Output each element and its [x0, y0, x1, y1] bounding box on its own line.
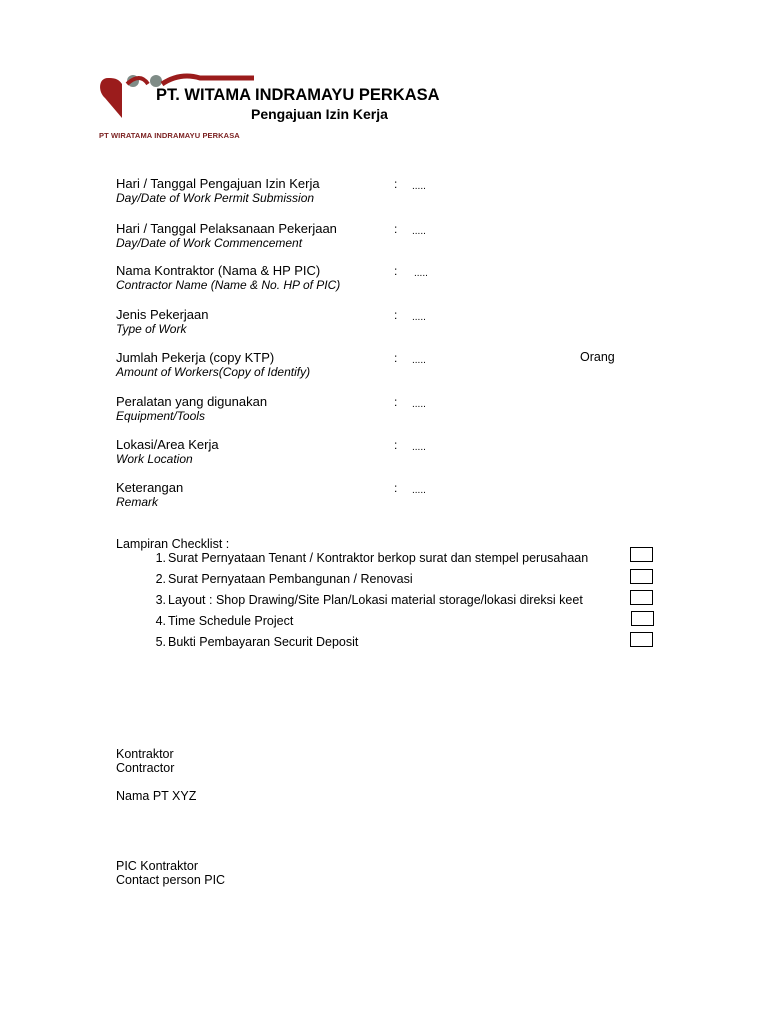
- pic-label: PIC Kontraktor: [116, 859, 198, 873]
- contractor-label: Kontraktor: [116, 747, 174, 761]
- field-value-placeholder: .....: [412, 226, 426, 237]
- field-value-placeholder: .....: [414, 268, 428, 279]
- field-label: Nama Kontraktor (Nama & HP PIC): [116, 263, 321, 278]
- field-separator: :: [394, 438, 398, 452]
- checklist-item-number: 1.: [155, 551, 166, 565]
- checklist-checkbox[interactable]: [631, 611, 654, 626]
- field-label: Hari / Tanggal Pengajuan Izin Kerja: [116, 176, 320, 191]
- field-value-placeholder: .....: [412, 181, 426, 192]
- field-value-placeholder: .....: [412, 312, 426, 323]
- checklist-checkbox[interactable]: [630, 632, 653, 647]
- field-sublabel: Amount of Workers(Copy of Identify): [116, 365, 311, 379]
- checklist-checkbox[interactable]: [630, 547, 653, 562]
- checklist-title: Lampiran Checklist :: [116, 537, 230, 551]
- checklist-item-text: Surat Pernyataan Tenant / Kontraktor berkop surat dan stempel perusahaan: [168, 551, 589, 565]
- field-separator: :: [394, 395, 398, 409]
- company-placeholder: Nama PT XYZ: [116, 789, 197, 803]
- contractor-sublabel: Contractor: [116, 761, 175, 775]
- workers-unit: Orang: [580, 350, 615, 364]
- field-sublabel: Work Location: [116, 452, 193, 466]
- checklist-item-number: 3.: [155, 593, 166, 607]
- form-title: Pengajuan Izin Kerja: [251, 106, 388, 122]
- field-label: Keterangan: [116, 480, 184, 495]
- field-value-placeholder: .....: [412, 485, 426, 496]
- field-value-placeholder: .....: [412, 442, 426, 453]
- field-separator: :: [394, 351, 398, 365]
- company-name: PT. WITAMA INDRAMAYU PERKASA: [156, 86, 440, 104]
- field-separator: :: [394, 308, 398, 322]
- checklist-item-text: Layout : Shop Drawing/Site Plan/Lokasi material storage/lokasi direksi keet: [168, 593, 583, 607]
- checklist-item-text: Bukti Pembayaran Securit Deposit: [168, 635, 359, 649]
- field-sublabel: Remark: [116, 495, 159, 509]
- checklist-item-text: Time Schedule Project: [168, 614, 294, 628]
- field-separator: :: [394, 264, 398, 278]
- field-sublabel: Day/Date of Work Commencement: [116, 236, 303, 250]
- pic-sublabel: Contact person PIC: [116, 873, 226, 887]
- field-label: Jumlah Pekerja (copy KTP): [116, 350, 275, 365]
- checklist-checkbox[interactable]: [630, 590, 653, 605]
- field-sublabel: Type of Work: [116, 322, 187, 336]
- field-label: Peralatan yang digunakan: [116, 394, 268, 409]
- field-separator: :: [394, 222, 398, 236]
- checklist-item-number: 2.: [155, 572, 166, 586]
- field-label: Lokasi/Area Kerja: [116, 437, 219, 452]
- checklist-checkbox[interactable]: [630, 569, 653, 584]
- field-value-placeholder: .....: [412, 399, 426, 410]
- checklist-item-text: Surat Pernyataan Pembangunan / Renovasi: [168, 572, 413, 586]
- field-sublabel: Contractor Name (Name & No. HP of PIC): [116, 278, 341, 292]
- field-sublabel: Day/Date of Work Permit Submission: [116, 191, 315, 205]
- field-value-placeholder: .....: [412, 355, 426, 366]
- field-separator: :: [394, 481, 398, 495]
- logo-caption: PT WIRATAMA INDRAMAYU PERKASA: [99, 131, 240, 140]
- field-separator: :: [394, 177, 398, 191]
- field-sublabel: Equipment/Tools: [116, 409, 205, 423]
- checklist-item-number: 5.: [155, 635, 166, 649]
- checklist-item-number: 4.: [155, 614, 166, 628]
- field-label: Hari / Tanggal Pelaksanaan Pekerjaan: [116, 221, 337, 236]
- field-label: Jenis Pekerjaan: [116, 307, 209, 322]
